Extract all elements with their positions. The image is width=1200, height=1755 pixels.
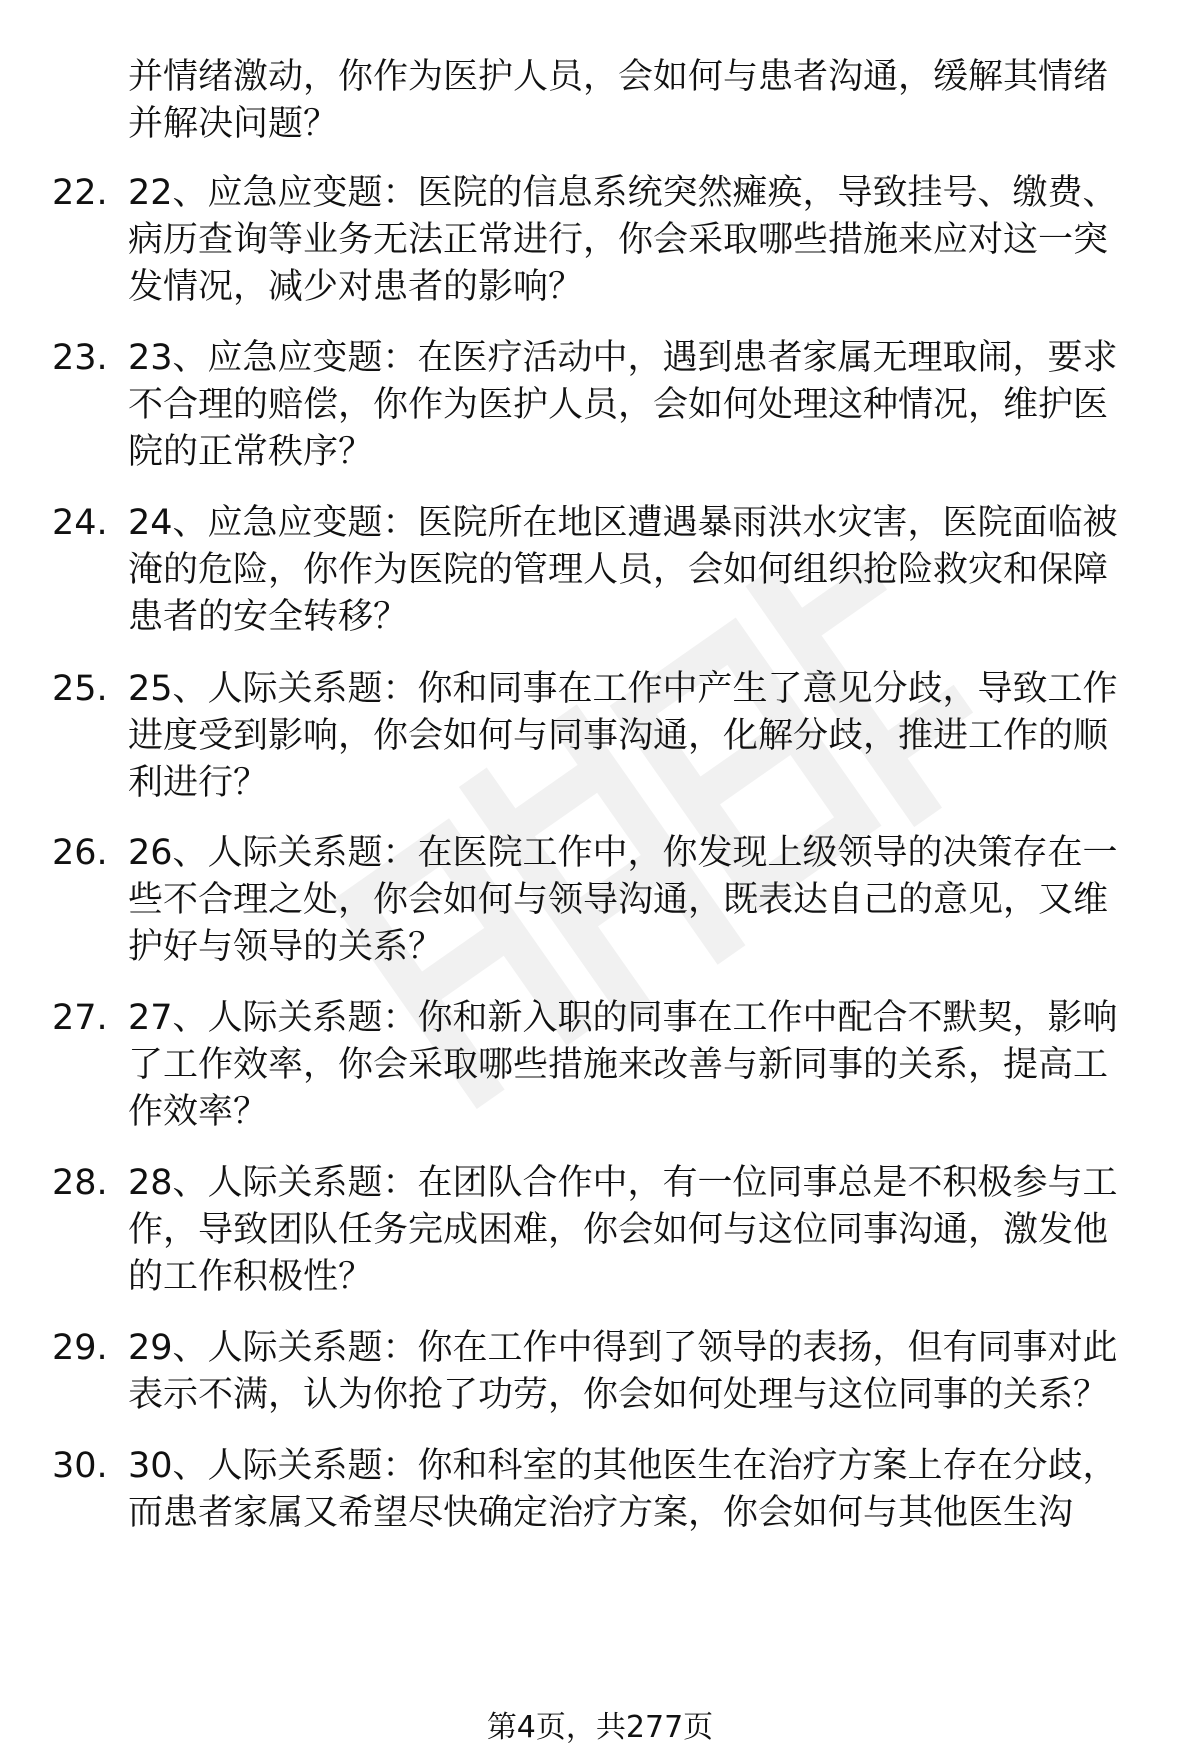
question-number: 24. bbox=[52, 503, 108, 543]
question-text: 25、人际关系题：你和同事在工作中产生了意见分歧，导致工作 进度受到影响，你会如何与同事沟通，化解分歧，推进工作的顺 利进行？ bbox=[128, 669, 1118, 803]
question-text: 24、应急应变题：医院所在地区遭遇暴雨洪水灾害，医院面临被 淹的危险，你作为医院的管理人员，会如何组织抢险救灾和保障 患者的安全转移？ bbox=[128, 503, 1118, 637]
question-number: 23. bbox=[52, 338, 108, 378]
question-number: 22. bbox=[52, 173, 108, 213]
question-text: 27、人际关系题：你和新入职的同事在工作中配合不默契，影响 了工作效率，你会采取哪些措施来改善与新同事的关系，提高工 作效率？ bbox=[128, 998, 1118, 1132]
question-text: 22、应急应变题：医院的信息系统突然瘫痪，导致挂号、缴费、 病历查询等业务无法正常进行，你会采取哪些措施来应对这一突 发情况，减少对患者的影响？ bbox=[128, 173, 1118, 307]
question-text: 29、人际关系题：你在工作中得到了领导的表扬，但有同事对此 表示不满，认为你抢了功劳，你会如何处理与这位同事的关系？ bbox=[128, 1328, 1118, 1415]
question-number: 29. bbox=[52, 1328, 108, 1368]
question-number: 30. bbox=[52, 1446, 108, 1486]
question-text: 23、应急应变题：在医疗活动中，遇到患者家属无理取闹，要求 不合理的赔偿，你作为医护人员，会如何处理这种情况，维护医 院的正常秩序？ bbox=[128, 338, 1118, 472]
question-number: 28. bbox=[52, 1163, 108, 1203]
intro-continuation-text: 并情绪激动，你作为医护人员，会如何与患者沟通，缓解其情绪 并解决问题？ bbox=[128, 57, 1109, 144]
question-text: 28、人际关系题：在团队合作中，有一位同事总是不积极参与工 作，导致团队任务完成困难，你会如何与这位同事沟通，激发他 的工作积极性？ bbox=[128, 1163, 1118, 1297]
question-text: 30、人际关系题：你和科室的其他医生在治疗方案上存在分歧， 而患者家属又希望尽快确定治疗方案，你会如何与其他医生沟 bbox=[128, 1446, 1118, 1533]
question-number: 27. bbox=[52, 998, 108, 1038]
page-footer: 第4页，共277页 bbox=[486, 1710, 714, 1745]
question-text: 26、人际关系题：在医院工作中，你发现上级领导的决策存在一 些不合理之处，你会如何与领导沟通，既表达自己的意见，又维 护好与领导的关系？ bbox=[128, 833, 1118, 967]
question-number: 26. bbox=[52, 833, 108, 873]
question-number: 25. bbox=[52, 669, 108, 709]
